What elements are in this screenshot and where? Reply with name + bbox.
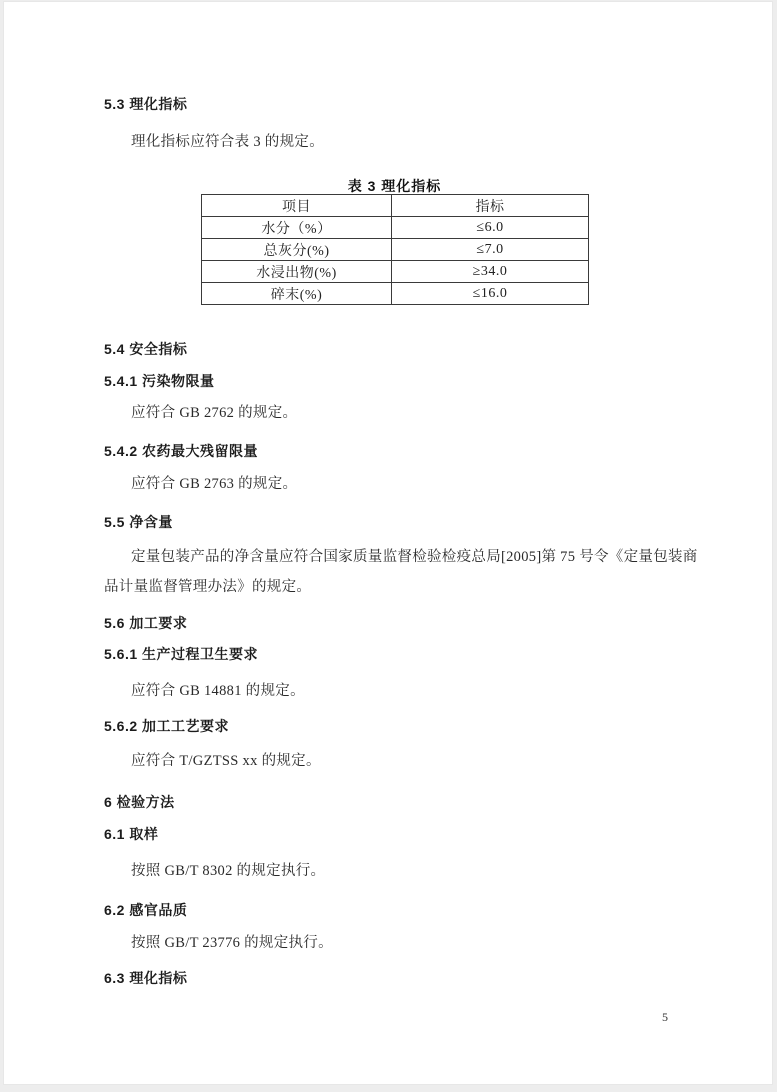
section-6-1-heading: 6.1 取样 xyxy=(104,826,159,842)
section-5-4-2-paragraph: 应符合 GB 2763 的规定。 xyxy=(131,476,298,492)
table-cell-item: 水分（%） xyxy=(202,217,392,239)
section-5-6-2-paragraph: 应符合 T/GZTSS xx 的规定。 xyxy=(131,753,321,769)
table-cell-item: 水浸出物(%) xyxy=(202,261,392,283)
section-5-3-paragraph: 理化指标应符合表 3 的规定。 xyxy=(131,134,324,150)
document-page xyxy=(3,1,773,1085)
section-5-4-heading: 5.4 安全指标 xyxy=(104,341,188,357)
section-5-4-1-paragraph: 应符合 GB 2762 的规定。 xyxy=(131,405,298,421)
page-number: 5 xyxy=(662,1010,668,1024)
table-3-header-item: 项目 xyxy=(202,195,392,217)
section-5-6-heading: 5.6 加工要求 xyxy=(104,615,188,631)
table-row-header xyxy=(202,195,589,217)
section-6-2-heading: 6.2 感官品质 xyxy=(104,902,188,918)
table-row xyxy=(202,283,589,305)
section-5-4-2-heading: 5.4.2 农药最大残留限量 xyxy=(104,443,259,459)
table-cell-value: ≤16.0 xyxy=(392,283,589,305)
section-5-5-heading: 5.5 净含量 xyxy=(104,514,173,530)
section-5-3-heading: 5.3 理化指标 xyxy=(104,96,188,112)
table-cell-item: 总灰分(%) xyxy=(202,239,392,261)
table-3-header-value: 指标 xyxy=(392,195,589,217)
section-6-heading: 6 检验方法 xyxy=(104,794,175,810)
section-6-3-heading: 6.3 理化指标 xyxy=(104,970,188,986)
section-5-5-paragraph: 定量包装产品的净含量应符合国家质量监督检验检疫总局[2005]第 75 号令《定量包装商品计量监督管理办法》的规定。 xyxy=(104,549,698,595)
table-cell-value: ≤7.0 xyxy=(392,239,589,261)
table-row xyxy=(202,217,589,239)
section-6-2-paragraph: 按照 GB/T 23776 的规定执行。 xyxy=(131,935,333,951)
section-5-6-1-paragraph: 应符合 GB 14881 的规定。 xyxy=(131,683,305,699)
section-5-6-1-heading: 5.6.1 生产过程卫生要求 xyxy=(104,646,259,662)
table-row xyxy=(202,239,589,261)
table-row xyxy=(202,261,589,283)
section-5-4-1-heading: 5.4.1 污染物限量 xyxy=(104,373,215,389)
section-6-1-paragraph: 按照 GB/T 8302 的规定执行。 xyxy=(131,863,326,879)
table-cell-item: 碎末(%) xyxy=(202,283,392,305)
table-cell-value: ≥34.0 xyxy=(392,261,589,283)
table-3 xyxy=(201,194,589,305)
table-cell-value: ≤6.0 xyxy=(392,217,589,239)
table-3-title: 表 3 理化指标 xyxy=(347,178,442,194)
section-5-6-2-heading: 5.6.2 加工工艺要求 xyxy=(104,718,230,734)
